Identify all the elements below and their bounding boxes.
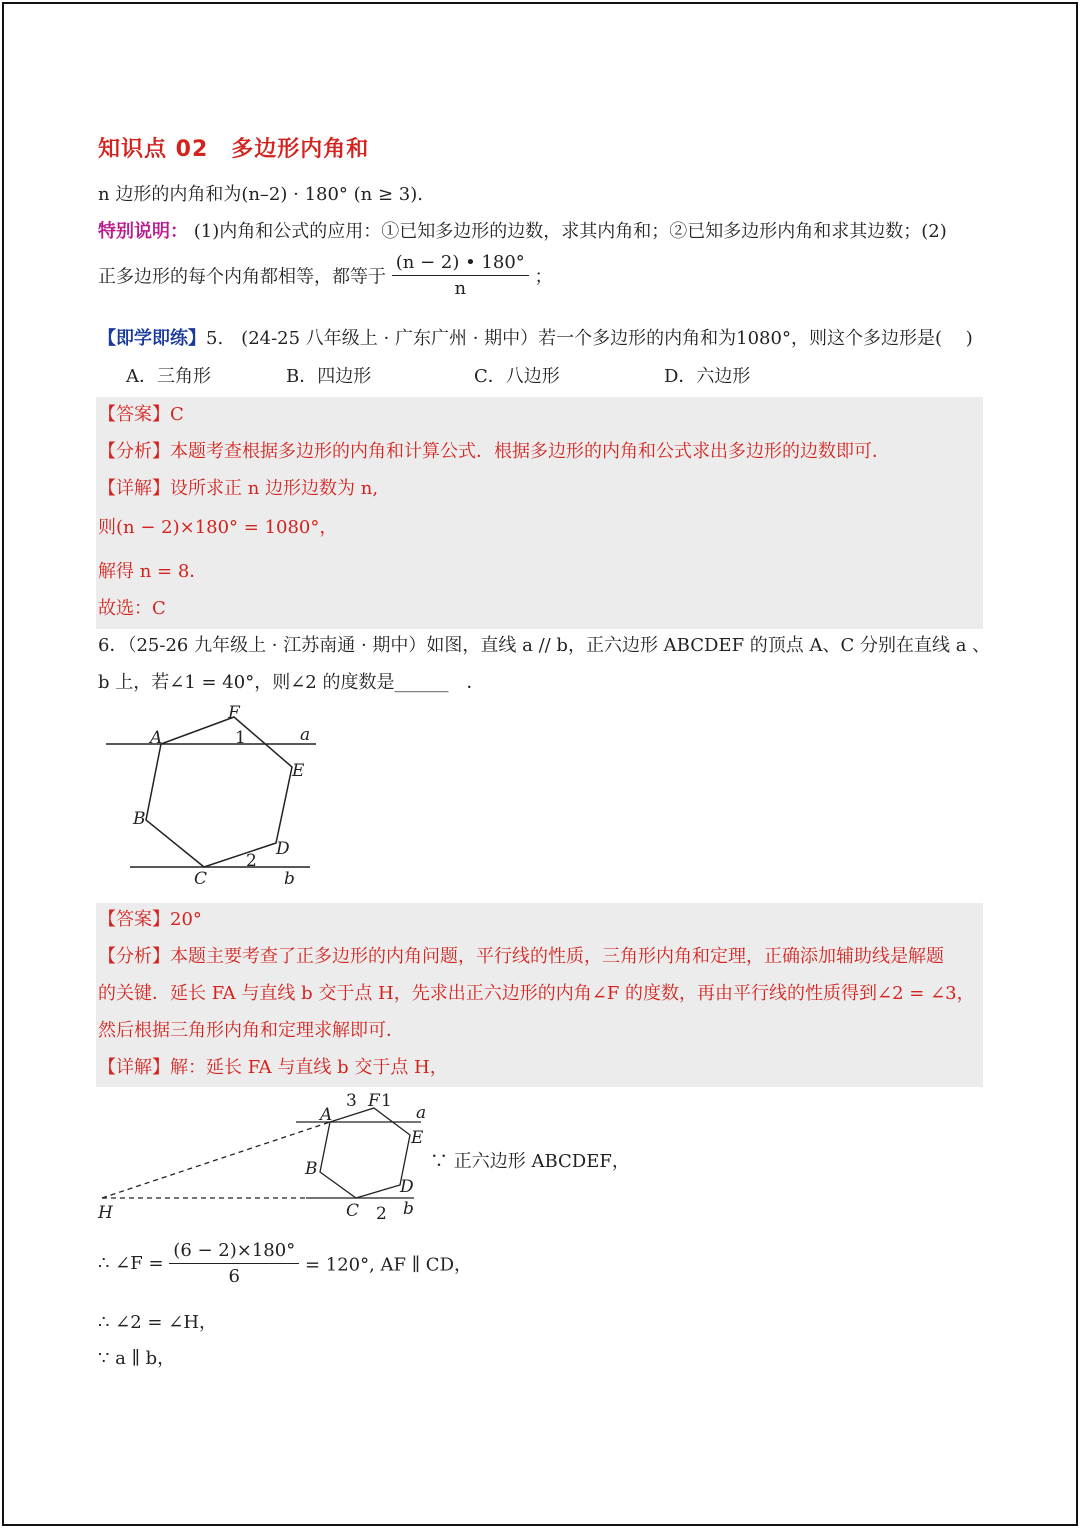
- q5-step1: 则(n − 2)×180° = 1080°，: [98, 517, 338, 538]
- therefore-angle-2-equals-h: ∴ ∠2 = ∠H，: [98, 1312, 218, 1333]
- q5-detail: 【详解】设所求正 n 边形边数为 n,: [98, 478, 379, 499]
- interior-angle-fraction: $\frac{(n - 2) • 180^\circ}{n}$: [392, 252, 529, 299]
- label-angle-3: 3: [346, 1091, 357, 1111]
- q5-option-b: B．四边形: [286, 366, 372, 387]
- label-D: D: [400, 1177, 414, 1197]
- label-a: a: [300, 725, 311, 745]
- q5-option-d: D．六边形: [664, 366, 751, 387]
- q5-option-a: A．三角形: [126, 366, 211, 387]
- special-note-text2: 正多边形的每个内角都相等，都等于: [98, 266, 386, 288]
- label-angle-1: 1: [235, 728, 246, 748]
- therefore-angle-f: ∴ ∠F = $\frac{(6 - 2)\times 180^\circ}{6}$ = 120°, AF ∥ CD，: [98, 1240, 473, 1287]
- label-E: E: [411, 1128, 424, 1148]
- label-E: E: [292, 761, 305, 781]
- label-angle-2: 2: [376, 1204, 387, 1224]
- section-title: 知识点 02 多边形内角和: [98, 137, 370, 162]
- label-C: C: [346, 1201, 360, 1221]
- polygon-angle-formula: n 边形的内角和为(n–2) · 180° (n ≥ 3).: [98, 184, 423, 205]
- q6-analysis-line1: 【分析】本题主要考查了正多边形的内角问题，平行线的性质，三角形内角和定理，正确添加辅助线是解题: [98, 946, 944, 967]
- label-A: A: [150, 728, 163, 748]
- q6-stem-line2: b 上，若∠1 = 40°，则∠2 的度数是______ ．: [98, 672, 485, 693]
- hexagon-figure-2: [96, 1088, 436, 1228]
- label-b: b: [403, 1199, 414, 1219]
- label-A: A: [320, 1105, 333, 1125]
- label-b: b: [284, 869, 295, 889]
- q6-analysis-line2: 的关键．延长 FA 与直线 b 交于点 H，先求出正六边形的内角∠F 的度数，再由平行线的性质得到∠2 = ∠3，: [98, 983, 975, 1004]
- label-C: C: [194, 869, 208, 889]
- because-a-parallel-b: ∵ a ∥ b，: [98, 1348, 176, 1369]
- q5-answer: 【答案】C: [98, 404, 184, 425]
- q5-analysis: 【分析】本题考查根据多边形的内角和计算公式．根据多边形的内角和公式求出多边形的边数即可．: [98, 441, 890, 462]
- q6-analysis-line3: 然后根据三角形内角和定理求解即可．: [98, 1020, 404, 1041]
- angle-f-fraction: $\frac{(6 - 2)\times 180^\circ}{6}$: [169, 1240, 299, 1287]
- label-F: F: [228, 703, 240, 723]
- q6-detail: 【详解】解：延长 FA 与直线 b 交于点 H，: [98, 1057, 448, 1078]
- q6-stem-line1: 6．（25-26 九年级上 · 江苏南通 · 期中）如图，直线 a // b，正六边形 ABCDEF 的顶点 A、C 分别在直线 a 、: [98, 635, 991, 656]
- q6-answer: 【答案】20°: [98, 909, 202, 930]
- label-F: F: [368, 1091, 380, 1111]
- special-note-line1: [98, 217, 947, 243]
- label-H: H: [98, 1203, 113, 1223]
- special-note-label: 特别说明：: [98, 221, 188, 242]
- q5-option-c: C．八边形: [474, 366, 560, 387]
- label-angle-2: 2: [246, 851, 257, 871]
- q5-step3: 故选：C: [98, 598, 166, 619]
- q5-stem: 【即学即练】5. (24-25 八年级上 · 广东广州 · 期中）若一个多边形的内角和为1080°，则这个多边形是( ): [98, 328, 973, 349]
- label-D: D: [276, 839, 290, 859]
- special-note-line2: 正多边形的每个内角都相等，都等于 $\frac{(n - 2) • 180^\circ}{n}$ ；: [98, 252, 553, 299]
- because-regular-hexagon: ∵ 正六边形 ABCDEF，: [430, 1151, 630, 1172]
- practice-label: 【即学即练】: [98, 328, 206, 349]
- special-note-text1: (1)内角和公式的应用：①已知多边形的边数，求其内角和；②已知多边形内角和求其边数；(2): [193, 221, 947, 242]
- label-a: a: [416, 1103, 427, 1123]
- hexagon-figure-1: [100, 700, 330, 895]
- hexagon-abcdef: [146, 717, 292, 867]
- label-angle-1: 1: [381, 1091, 392, 1111]
- extension-fa-to-h: [102, 1122, 330, 1198]
- q5-step2: 解得 n = 8．: [98, 561, 208, 582]
- label-B: B: [305, 1159, 318, 1179]
- label-B: B: [133, 809, 146, 829]
